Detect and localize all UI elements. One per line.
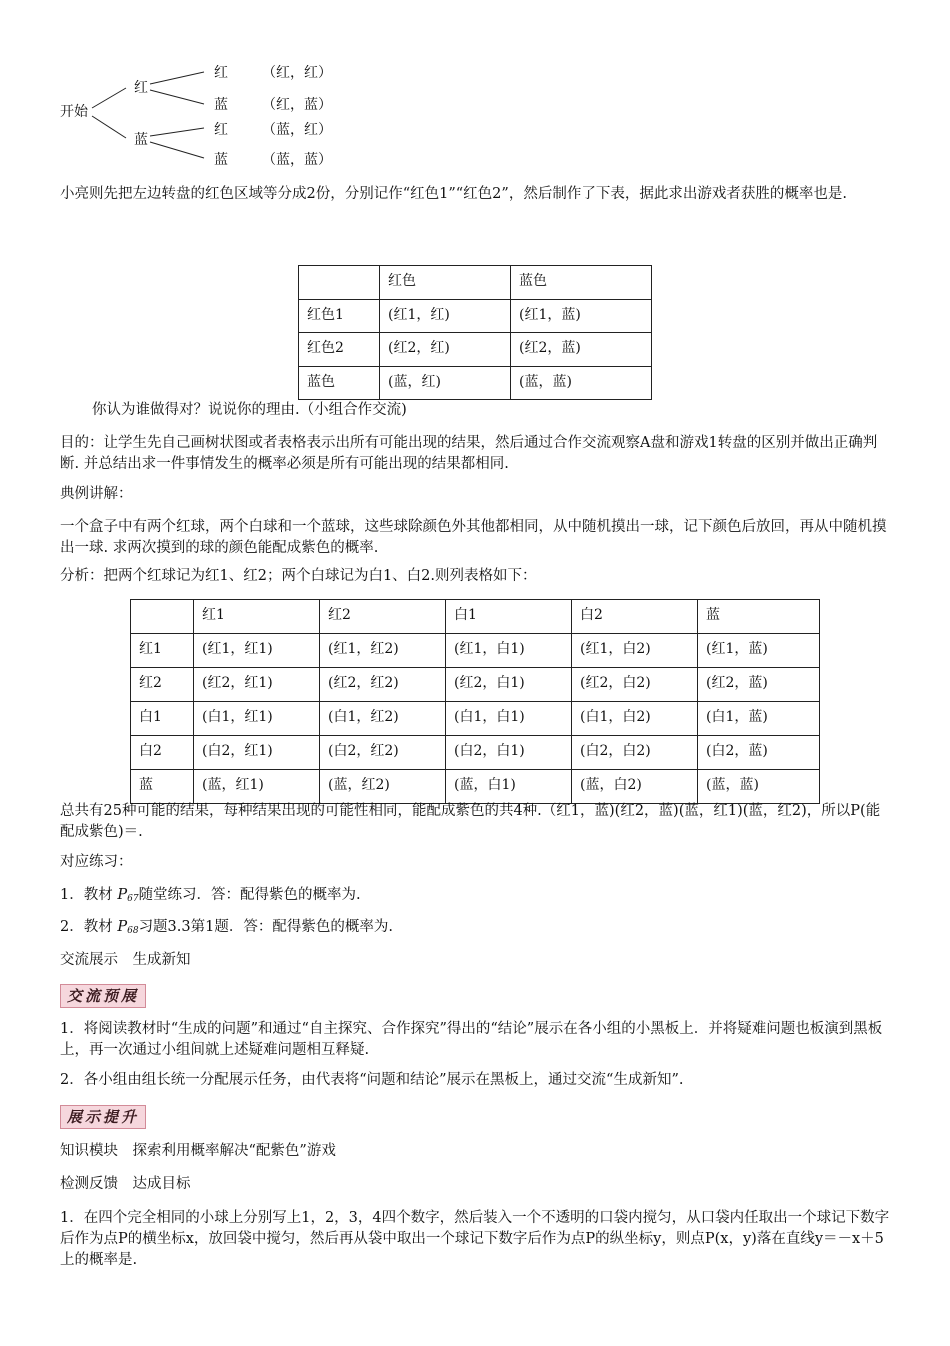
example-title: 典例讲解： <box>60 486 133 502</box>
table-cell: (蓝，蓝) <box>511 367 652 400</box>
badge-show-improve: 展示提升 <box>60 1105 146 1129</box>
page-number: 68 <box>127 926 139 936</box>
table-cell: 蓝 <box>131 770 194 804</box>
table-cell: 白1 <box>131 702 194 736</box>
table-cell: 红色1 <box>299 300 380 333</box>
table-row <box>299 367 652 400</box>
tree-leaf: 蓝 <box>214 152 228 168</box>
table-cell: (红1，红1) <box>194 634 320 668</box>
table-cell: (白2，蓝) <box>698 736 820 770</box>
practice-title: 对应练习： <box>60 854 133 870</box>
analysis: 分析：把两个红球记为红1、红2；两个白球记为白1、白2.则列表格如下： <box>60 568 537 584</box>
table-row <box>299 300 652 333</box>
tree-root: 开始 <box>60 104 88 120</box>
table-header-cell: 蓝色 <box>511 266 652 300</box>
practice-prefix: 1．教材 <box>60 887 118 903</box>
tree-leaf: 红 <box>214 65 228 81</box>
table-cell: (红2，白1) <box>446 668 572 702</box>
table-row <box>299 333 652 367</box>
example-problem: 一个盒子中有两个红球，两个白球和一个蓝球，这些球除颜色外其他都相同，从中随机摸出一球，记下颜色后放回，再从中随机摸出一球. 求两次摸到的球的颜色能配成紫色的概率. <box>60 519 887 556</box>
practice-text: 习题3.3第1题．答：配得紫色的概率为. <box>138 919 393 935</box>
table-cell: (白1，红1) <box>194 702 320 736</box>
tree-branches <box>0 0 340 175</box>
table-header-cell <box>299 266 380 300</box>
table-cell: (红1，红2) <box>320 634 446 668</box>
ball-table <box>130 599 820 804</box>
spinner-table <box>298 265 652 400</box>
table-header-cell: 红色 <box>380 266 511 300</box>
tree-outcome: （红，蓝） <box>262 97 332 113</box>
table-cell: (红2，白2) <box>572 668 698 702</box>
table-cell: 白2 <box>131 736 194 770</box>
table-cell: (蓝，红1) <box>194 770 320 804</box>
table-cell: 蓝色 <box>299 367 380 400</box>
page-symbol: P <box>117 919 128 935</box>
badge-exchange-preview: 交流预展 <box>60 984 146 1008</box>
table-cell: (红2，红) <box>380 333 511 367</box>
table-header-cell <box>131 600 194 634</box>
table-cell: 红色2 <box>299 333 380 367</box>
table-header-cell: 红2 <box>320 600 446 634</box>
table-cell: (红1，白2) <box>572 634 698 668</box>
table-cell: (白1，白1) <box>446 702 572 736</box>
table-cell: (红1，红) <box>380 300 511 333</box>
table-cell: (白2，红2) <box>320 736 446 770</box>
table-cell: (蓝，蓝) <box>698 770 820 804</box>
tree-outcome: （蓝，红） <box>262 122 332 138</box>
table-header-cell: 蓝 <box>698 600 820 634</box>
table-row <box>131 634 820 668</box>
question: 你认为谁做得对？说说你的理由.（小组合作交流) <box>92 402 407 418</box>
table-row <box>131 736 820 770</box>
table-cell: (红2，蓝) <box>511 333 652 367</box>
table-cell: (白1，红2) <box>320 702 446 736</box>
knowledge-module: 知识模块 探索利用概率解决“配紫色”游戏 <box>60 1143 336 1159</box>
section-exchange: 交流展示 生成新知 <box>60 952 191 968</box>
tree-leaf: 蓝 <box>214 97 228 113</box>
table-row <box>131 668 820 702</box>
tree-node-red: 红 <box>134 80 148 96</box>
table-cell: (白2，红1) <box>194 736 320 770</box>
tree-outcome: （蓝，蓝） <box>262 152 332 168</box>
exercise-1: 1．在四个完全相同的小球上分别写上1，2，3，4四个数字，然后装入一个不透明的口袋内搅匀，从口袋内任取出一个球记下数字后作为点P的横坐标x，放回袋中搅匀，然后再从袋中取出一个球记下数字后作为点P的纵坐标y，则点P(x，y)落在直线y＝－x＋5上的概率是. <box>60 1210 890 1268</box>
table-cell: (红1，蓝) <box>698 634 820 668</box>
table-cell: (红2，红2) <box>320 668 446 702</box>
practice-text: 随堂练习．答：配得紫色的概率为. <box>138 887 361 903</box>
table-cell: 红1 <box>131 634 194 668</box>
table-cell: (红2，蓝) <box>698 668 820 702</box>
feedback-title: 检测反馈 达成目标 <box>60 1176 191 1192</box>
intro-paragraph: 小亮则先把左边转盘的红色区域等分成2份，分别记作“红色1”“红色2”，然后制作了下表，据此求出游戏者获胜的概率也是. <box>60 186 847 202</box>
purpose: 目的：让学生先自己画树状图或者表格表示出所有可能出现的结果，然后通过合作交流观察A盘和游戏1转盘的区别并做出正确判断. 并总结出求一件事情发生的概率必须是所有可能出现的结果都相同. <box>60 435 878 472</box>
table-row <box>131 702 820 736</box>
table-cell: (蓝，红2) <box>320 770 446 804</box>
table-header-cell: 白1 <box>446 600 572 634</box>
tree-outcome: （红，红） <box>262 65 332 81</box>
table-row <box>131 770 820 804</box>
table-header-cell: 白2 <box>572 600 698 634</box>
practice-item-2 <box>60 917 892 942</box>
table-cell: (红1，白1) <box>446 634 572 668</box>
table-cell: (蓝，白2) <box>572 770 698 804</box>
exchange-item-1: 1．将阅读教材时“生成的问题”和通过“自主探究、合作探究”得出的“结论”展示在各小组的小黑板上．并将疑难问题也板演到黑板上，再一次通过小组间就上述疑难问题相互释疑. <box>60 1021 883 1058</box>
table-cell: 红2 <box>131 668 194 702</box>
table-cell: (白2，白1) <box>446 736 572 770</box>
table-cell: (白1，白2) <box>572 702 698 736</box>
practice-prefix: 2．教材 <box>60 919 118 935</box>
table-cell: (蓝，红) <box>380 367 511 400</box>
table-header-cell: 红1 <box>194 600 320 634</box>
table-cell: (白2，白2) <box>572 736 698 770</box>
summary: 总共有25种可能的结果，每种结果出现的可能性相同，能配成紫色的共4种.（红1，蓝)(红2，蓝)(蓝，红1)(蓝，红2)，所以P(能配成紫色)＝. <box>60 803 881 840</box>
table-cell: (红2，红1) <box>194 668 320 702</box>
table-cell: (红1，蓝) <box>511 300 652 333</box>
exchange-item-2: 2．各小组由组长统一分配展示任务，由代表将“问题和结论”展示在黑板上，通过交流“生成新知”. <box>60 1072 684 1088</box>
tree-leaf: 红 <box>214 122 228 138</box>
page-number: 67 <box>127 894 139 904</box>
table-cell: (蓝，白1) <box>446 770 572 804</box>
practice-item-1 <box>60 885 892 910</box>
tree-node-blue: 蓝 <box>134 132 148 148</box>
page-symbol: P <box>117 887 128 903</box>
table-cell: (白1，蓝) <box>698 702 820 736</box>
